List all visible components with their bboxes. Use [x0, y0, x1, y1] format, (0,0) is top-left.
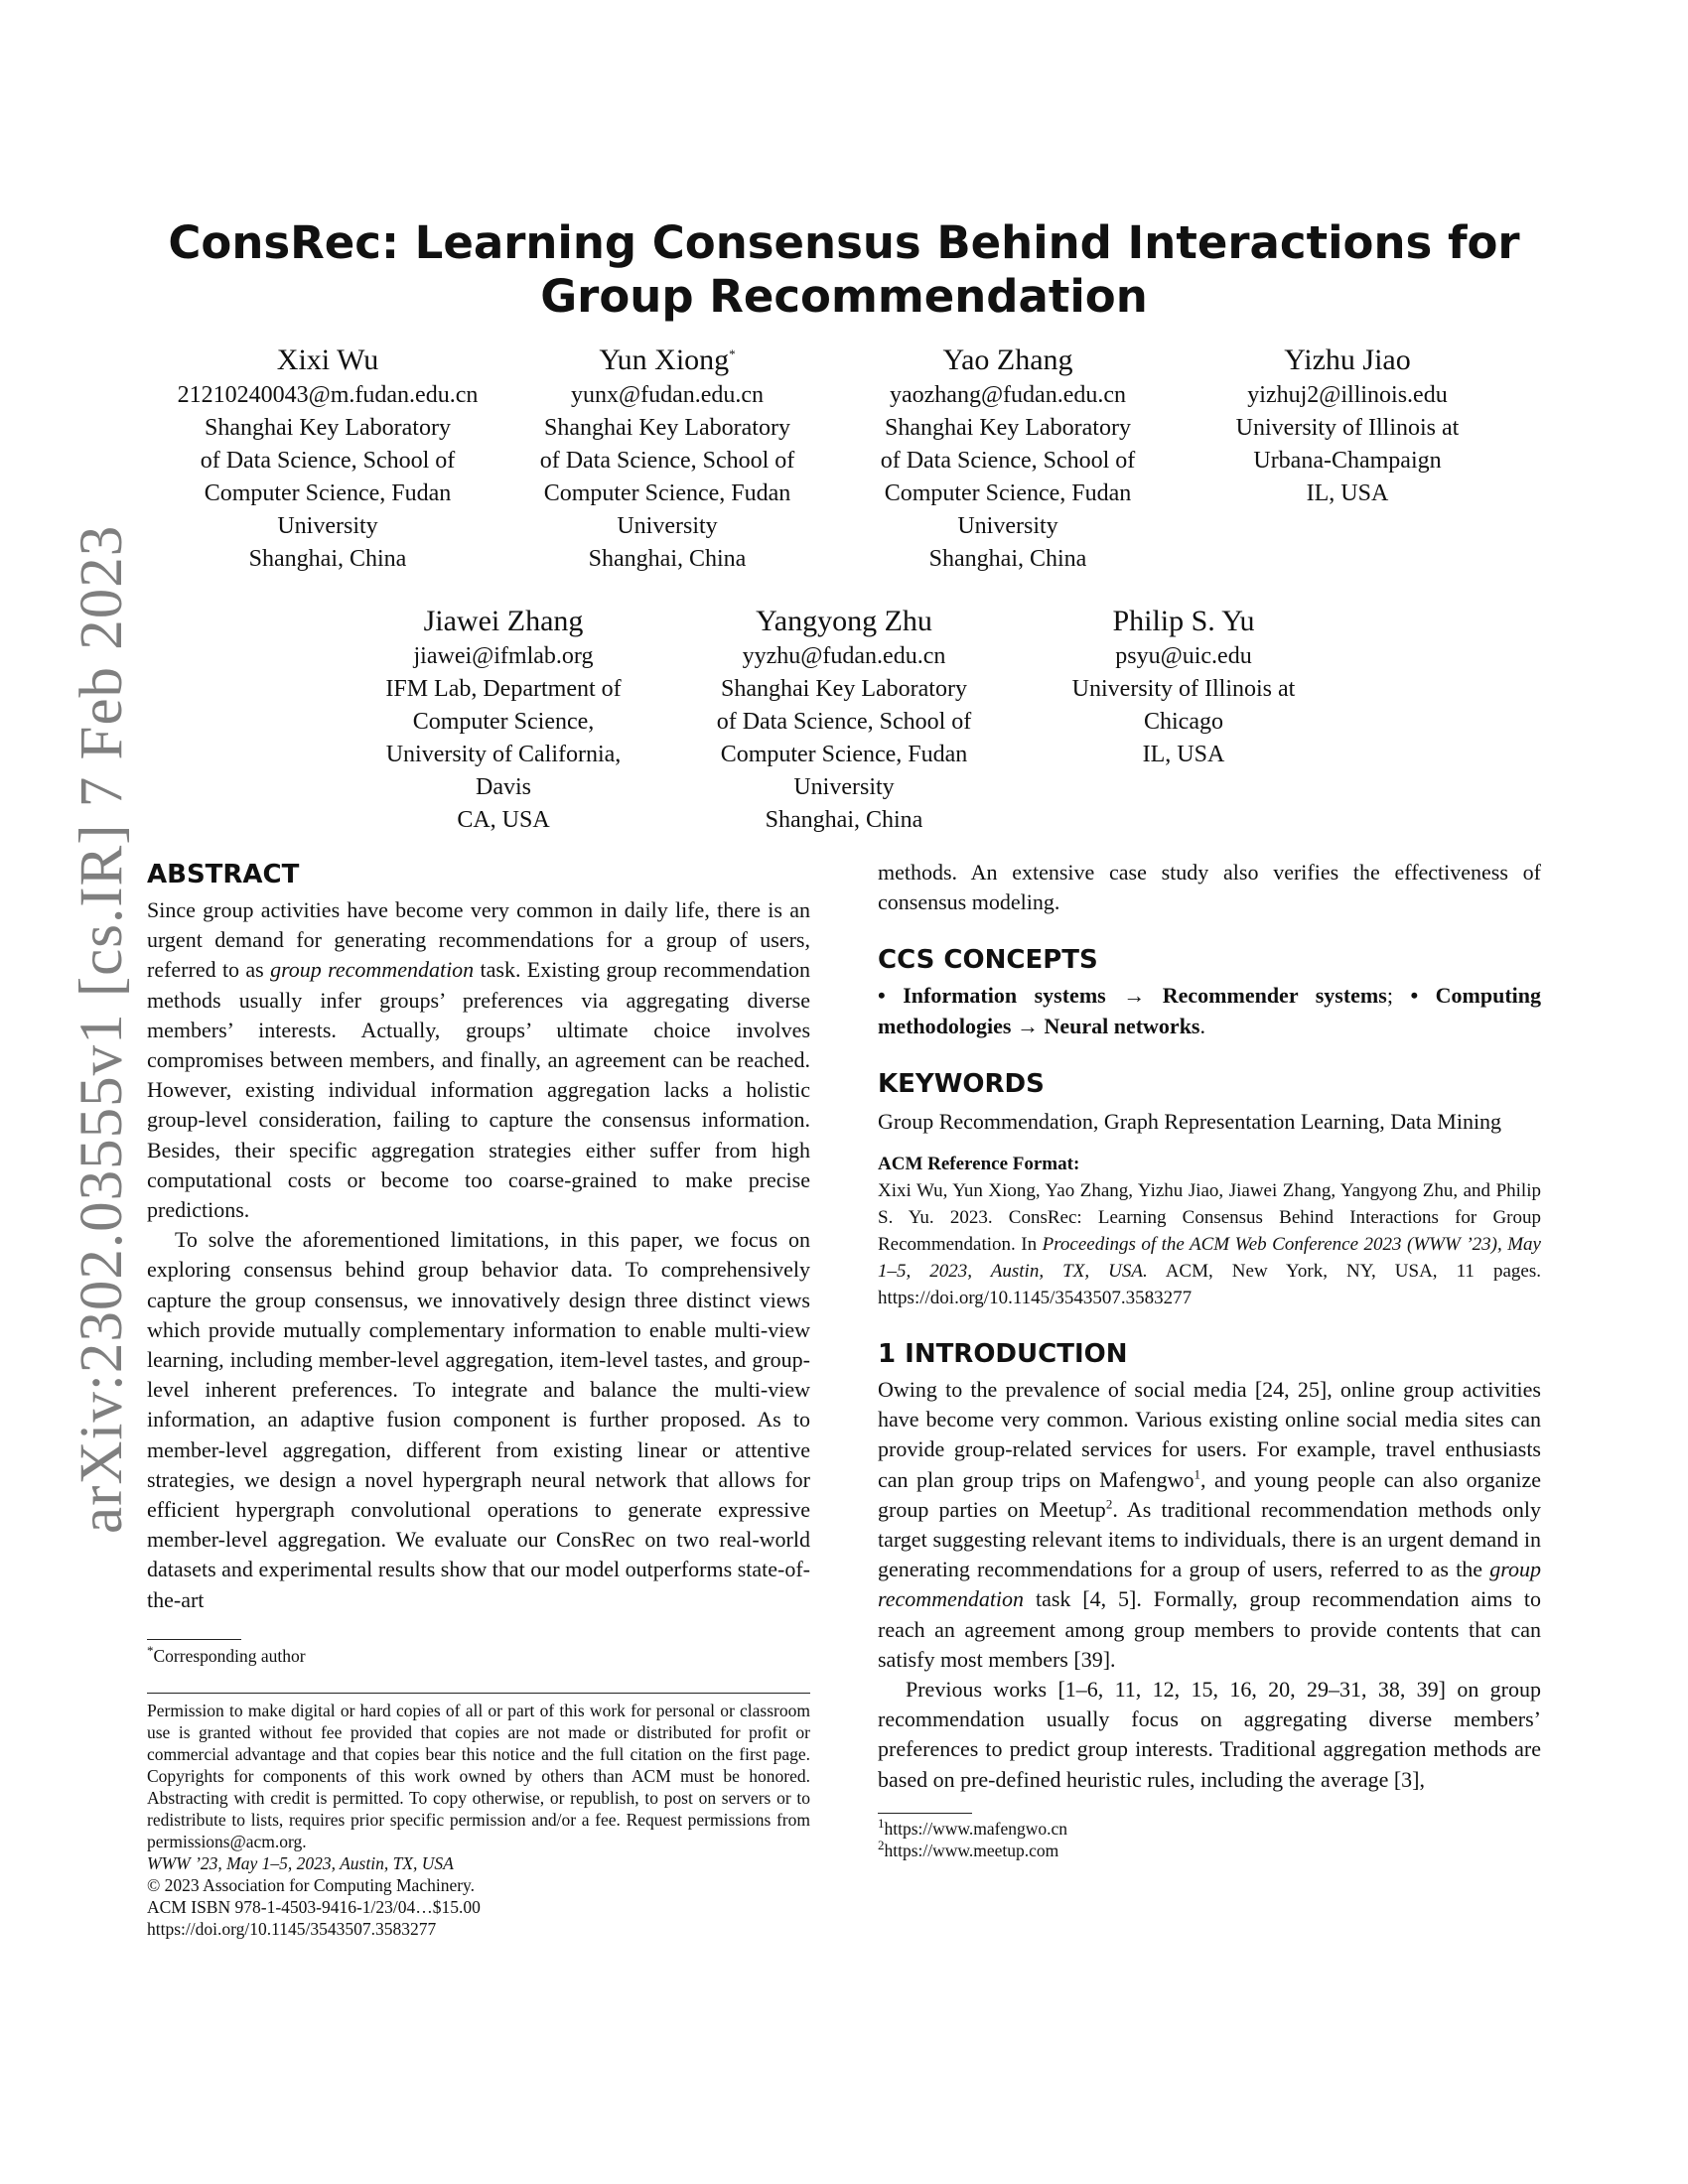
author-affiliation: Shanghai Key Laboratory — [885, 415, 1131, 441]
author-location: IL, USA — [1142, 742, 1225, 767]
introduction-paragraph: Owing to the prevalence of social media [24, 25], online group activities have become very common. Various existing online social media sites can provide group-related services for users. For example, travel enthusiasts can plan group trips on Mafengwo$^1$, and young people can also organize group parties on Meetup$^2$. As traditional recommendation methods only target suggesting relevant items to individuals, there is an urgent demand in generating recommendations for a group of users, referred to as the group recommendation task [4, 5]. Formally, group recommendation aims to reach an agreement among group members to provide contents that can satisfy most members [39]. — [878, 1377, 1542, 1672]
footnote-ref: 1 — [1194, 1466, 1200, 1482]
author-affiliation: University — [277, 513, 378, 539]
arxiv-identifier: arXiv:2302.03555v1 [cs.IR] 7 Feb 2023 — [69, 524, 135, 1534]
abstract-continuation: methods. An extensive case study also verifies the effectiveness of consensus modeling. — [878, 860, 1541, 915]
author-location: CA, USA — [457, 807, 550, 833]
author-affiliation: of Data Science, School of — [716, 709, 972, 735]
author-name: Xixi Wu — [276, 343, 379, 376]
footnote-divider — [147, 1639, 241, 1640]
author-email: yizhuj2@illinois.edu — [1247, 382, 1448, 408]
author-affiliation: Chicago — [1144, 709, 1223, 735]
footnote-ref: 2 — [1105, 1496, 1113, 1512]
permission-divider — [147, 1693, 810, 1694]
acm-reference — [878, 1151, 1541, 1311]
author-name: Yangyong Zhu — [756, 605, 932, 637]
author-name: Jiawei Zhang — [423, 605, 584, 637]
introduction-heading: 1 INTRODUCTION — [878, 1339, 1128, 1370]
corresponding-footnote: *Corresponding author — [147, 1643, 306, 1666]
author-affiliation: University — [957, 513, 1058, 539]
introduction-paragraph: Previous works [1–6, 11, 12, 15, 16, 20, 29–31, 38, 39] on group recommendation usually focus on aggregating diverse members’ preferences to predict group interests. Traditional aggregation methods are based on pre-defined heuristic rules, including the average [3], — [878, 1677, 1541, 1792]
copyright-line: © 2023 Association for Computing Machinery. — [147, 1874, 476, 1895]
author-affiliation: IFM Lab, Department of — [385, 676, 622, 702]
author-name: Yun Xiong — [599, 343, 730, 376]
acm-reference-text: Xixi Wu, Yun Xiong, Yao Zhang, Yizhu Jiao, Jiawei Zhang, Yangyong Zhu, and Philip S. Yu. 2023. ConsRec: Learning Consensus Behind Interactions for Group Recommendation. In Proceedings of the ACM Web Conference 2023 (WWW ’23), May 1–5, 2023, Austin, TX, USA. ACM, New York, NY, USA, 11 pages. https://doi.org/10.1145/3543507.3583277 — [878, 1180, 1541, 1309]
author-email: psyu@uic.edu — [1115, 643, 1252, 669]
doi-line: https://doi.org/10.1145/3543507.3583277 — [147, 1918, 437, 1939]
ccs-heading: CCS CONCEPTS — [878, 945, 1098, 976]
author-affiliation: University — [793, 774, 895, 800]
author-affiliation: Computer Science, — [412, 709, 595, 735]
footnote-item: $^2$https://www.meetup.com — [878, 1838, 1059, 1860]
abstract-paragraph: To solve the aforementioned limitations, in this paper, we focus on exploring consensus behind group behavior data. To comprehensively capture the group consensus, we innovatively design three distinct views which provide mutually complementary information to enable multi-view learning, including member-level aggregation, item-level tastes, and group-level inherent preferences. To integrate and balance the multi-view information, an adaptive fusion component is further proposed. As to member-level aggregation, different from existing linear or attentive strategies, we design a novel hypergraph neural network that allows for efficient hypergraph convolutional operations to generate expressive member-level aggregation. We evaluate our ConsRec on two real-world datasets and experimental results show that our model outperforms state-of-the-art — [147, 1227, 810, 1612]
isbn-line: ACM ISBN 978-1-4503-9416-1/23/04…$15.00 — [147, 1896, 481, 1917]
author-affiliation: University of California, — [385, 742, 622, 767]
corresponding-mark: * — [729, 346, 736, 361]
author-location: IL, USA — [1306, 480, 1389, 506]
ccs-concepts: • Information systems → Recommender systems; • Computing methodologies → Neural networks. — [878, 983, 1542, 1038]
author-location: Shanghai, China — [765, 807, 923, 833]
author-block — [508, 341, 826, 576]
permission-block — [147, 1700, 810, 1940]
keywords-text: Group Recommendation, Graph Representation Learning, Data Mining — [878, 1108, 1502, 1134]
author-name: Yizhu Jiao — [1284, 343, 1411, 376]
footnote-item: $^1$https://www.mafengwo.cn — [878, 1816, 1068, 1839]
author-block — [1189, 341, 1506, 510]
author-affiliation: University of Illinois at — [1071, 676, 1296, 702]
author-email: 21210240043@m.fudan.edu.cn — [177, 382, 479, 408]
author-affiliation: Shanghai Key Laboratory — [544, 415, 790, 441]
author-email: yaozhang@fudan.edu.cn — [889, 382, 1126, 408]
right-column — [878, 858, 1541, 1861]
author-name: Philip S. Yu — [1112, 605, 1255, 637]
author-affiliation: Computer Science, Fudan — [720, 742, 968, 767]
author-email: yyzhu@fudan.edu.cn — [742, 643, 946, 669]
footnote-divider — [878, 1813, 972, 1814]
author-affiliation: Davis — [476, 774, 531, 800]
author-affiliation: Computer Science, Fudan — [204, 480, 452, 506]
author-affiliation: University of Illinois at — [1235, 415, 1460, 441]
author-affiliation: of Data Science, School of — [880, 448, 1136, 474]
author-affiliation: Computer Science, Fudan — [884, 480, 1132, 506]
left-column — [147, 858, 810, 1940]
permission-text: Permission to make digital or hard copies of all or part of this work for personal or classroom use is granted without fee provided that copies are not made or distributed for profit or commercial advantage and that copies bear this notice and the full citation on the first page. Copyrights for components of this work owned by others than ACM must be honored. Abstracting with credit is permitted. To copy otherwise, or republish, to post on servers or to redistribute to lists, requires prior specific permission and/or a fee. Request permissions from permissions@acm.org. — [147, 1700, 810, 1851]
conference-info: WWW ’23, May 1–5, 2023, Austin, TX, USA — [147, 1852, 454, 1873]
author-block — [169, 341, 487, 576]
author-affiliation: Shanghai Key Laboratory — [205, 415, 451, 441]
author-block — [685, 603, 1003, 837]
author-affiliation: Shanghai Key Laboratory — [721, 676, 967, 702]
author-affiliation: of Data Science, School of — [200, 448, 456, 474]
abstract-paragraph: Since group activities have become very common in daily life, there is an urgent demand for generating recommendations for a group of users, referred to as group recommendation task. Existing group recommendation methods usually infer groups’ preferences via aggregating diverse members’ interests. Actually, groups’ ultimate choice involves compromises between members, and finally, an agreement can be reached. However, existing individual information aggregation lacks a holistic group-level consideration, failing to capture the consensus information. Besides, their specific aggregation strategies either suffer from high computational costs or become too coarse-grained to make precise predictions. — [147, 897, 810, 1223]
author-block — [345, 603, 662, 837]
acm-reference-heading: ACM Reference Format: — [878, 1154, 1080, 1175]
author-block — [1025, 603, 1342, 771]
keywords-heading: KEYWORDS — [878, 1068, 1045, 1099]
author-location: Shanghai, China — [928, 546, 1087, 572]
author-affiliation: of Data Science, School of — [539, 448, 795, 474]
author-affiliation: University — [617, 513, 718, 539]
paper-title: ConsRec: Learning Consensus Behind Interactions for Group Recommendation — [168, 216, 1520, 323]
author-email: yunx@fudan.edu.cn — [570, 382, 765, 408]
author-affiliation: Urbana-Champaign — [1253, 448, 1442, 474]
author-location: Shanghai, China — [588, 546, 747, 572]
author-block — [849, 341, 1167, 576]
author-name: Yao Zhang — [942, 343, 1073, 376]
author-location: Shanghai, China — [248, 546, 407, 572]
author-affiliation: Computer Science, Fudan — [543, 480, 791, 506]
abstract-heading: ABSTRACT — [147, 860, 300, 889]
author-email: jiawei@ifmlab.org — [413, 643, 594, 669]
